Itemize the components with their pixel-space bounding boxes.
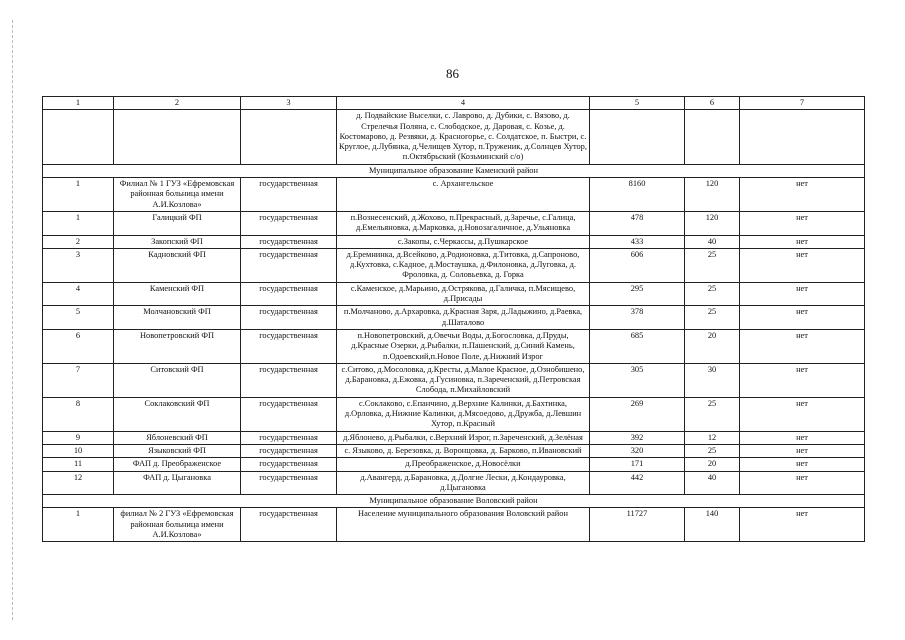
- population-cell: 478: [590, 211, 685, 235]
- facility-name-cell: ФАП д. Преображенское: [114, 458, 241, 471]
- capacity-cell: 140: [685, 508, 740, 542]
- status-cell: нет: [740, 458, 865, 471]
- table-row: [43, 235, 865, 248]
- section-title: Муниципальное образование Воловский район: [43, 495, 865, 508]
- population-cell: 295: [590, 282, 685, 306]
- row-number-cell: 10: [43, 444, 114, 457]
- status-cell: нет: [740, 444, 865, 457]
- population-cell: 11727: [590, 508, 685, 542]
- header-cell: 1: [43, 97, 114, 110]
- settlements-cell: п.Новопетровский, д.Овечьи Воды, д.Богословка, д.Пруды, д.Красные Озерки, д.Рыбалки, п.Пашенский, д.Синий Камень, п.Одоевский,п.Новое Поле, д.Нижний Изрог: [337, 329, 590, 363]
- facility-name-cell: [114, 110, 241, 164]
- capacity-cell: 20: [685, 458, 740, 471]
- row-number-cell: 5: [43, 306, 114, 330]
- ownership-cell: государственная: [241, 211, 337, 235]
- section-row: [43, 164, 865, 177]
- capacity-cell: 25: [685, 444, 740, 457]
- facility-name-cell: Закопский ФП: [114, 235, 241, 248]
- header-cell: 5: [590, 97, 685, 110]
- capacity-cell: 20: [685, 329, 740, 363]
- row-number-cell: [43, 110, 114, 164]
- population-cell: 320: [590, 444, 685, 457]
- facility-name-cell: Яблоневский ФП: [114, 431, 241, 444]
- table-row: [43, 458, 865, 471]
- row-number-cell: 1: [43, 178, 114, 212]
- capacity-cell: 12: [685, 431, 740, 444]
- population-cell: 685: [590, 329, 685, 363]
- status-cell: нет: [740, 282, 865, 306]
- settlements-cell: с. Языково, д. Березовка, д. Воронцовка, д. Барково, п.Ивановский: [337, 444, 590, 457]
- row-number-cell: 4: [43, 282, 114, 306]
- facility-name-cell: ФАП д. Цыгановка: [114, 471, 241, 495]
- header-cell: 4: [337, 97, 590, 110]
- table-row: [43, 248, 865, 282]
- settlements-cell: п.Молчаново, д.Архаровка, д.Красная Заря, д.Ладыжино, д.Раевка, д.Шаталово: [337, 306, 590, 330]
- status-cell: нет: [740, 431, 865, 444]
- table-row: [43, 282, 865, 306]
- table-row: [43, 397, 865, 431]
- ownership-cell: государственная: [241, 471, 337, 495]
- population-cell: 392: [590, 431, 685, 444]
- settlements-cell: д.Преображенское, д.Новосёлки: [337, 458, 590, 471]
- population-cell: 305: [590, 363, 685, 397]
- status-cell: нет: [740, 508, 865, 542]
- row-number-cell: 11: [43, 458, 114, 471]
- facility-name-cell: Кадновский ФП: [114, 248, 241, 282]
- settlements-cell: Население муниципального образования Воловский район: [337, 508, 590, 542]
- row-number-cell: 6: [43, 329, 114, 363]
- facility-name-cell: Ситовский ФП: [114, 363, 241, 397]
- facility-name-cell: Новопетровский ФП: [114, 329, 241, 363]
- population-cell: 378: [590, 306, 685, 330]
- capacity-cell: 25: [685, 248, 740, 282]
- table-row: [43, 471, 865, 495]
- row-number-cell: 1: [43, 508, 114, 542]
- facility-name-cell: Филиал № 1 ГУЗ «Ефремовская районная больница имени А.И.Козлова»: [114, 178, 241, 212]
- settlements-cell: с.Каменское, д.Марьино, д.Острякова, д.Галичка, п.Мясищево, д.Присады: [337, 282, 590, 306]
- capacity-cell: 25: [685, 282, 740, 306]
- ownership-cell: государственная: [241, 397, 337, 431]
- ownership-cell: государственная: [241, 363, 337, 397]
- facility-name-cell: Каменский ФП: [114, 282, 241, 306]
- table-row: [43, 363, 865, 397]
- table-row: [43, 211, 865, 235]
- status-cell: нет: [740, 363, 865, 397]
- row-number-cell: 2: [43, 235, 114, 248]
- status-cell: нет: [740, 248, 865, 282]
- row-number-cell: 7: [43, 363, 114, 397]
- settlements-cell: п.Вознесенский, д.Жохово, п.Прекрасный, д.Заречье, с.Галица, д.Емельяновка, д.Марковка, д.Новозагаличное, д.Ульяновка: [337, 211, 590, 235]
- ownership-cell: [241, 110, 337, 164]
- table-row: [43, 178, 865, 212]
- facilities-table: [42, 96, 865, 542]
- ownership-cell: государственная: [241, 248, 337, 282]
- ownership-cell: государственная: [241, 235, 337, 248]
- settlements-cell: д. Подвайские Выселки, с. Лаврово, д. Дубики, с. Вязово, д. Стрелечья Поляна, с. Слободское, д. Даровая, с. Козье, д. Костомарово, д. Резвяки, д. Красногорье, с. Солдатское, п. Быстри, с. Круглое, д.Лубянка, д.Челищев Хутор, п.Труженик, д.Солнцев Хутор, п.Октябрьский (Козьминский с/о): [337, 110, 590, 164]
- capacity-cell: 25: [685, 306, 740, 330]
- table-row: [43, 306, 865, 330]
- row-number-cell: 12: [43, 471, 114, 495]
- ownership-cell: государственная: [241, 458, 337, 471]
- table-row: [43, 110, 865, 164]
- population-cell: [590, 110, 685, 164]
- table-header-row: [43, 97, 865, 110]
- status-cell: нет: [740, 329, 865, 363]
- header-cell: 6: [685, 97, 740, 110]
- capacity-cell: [685, 110, 740, 164]
- facility-name-cell: Языковский ФП: [114, 444, 241, 457]
- population-cell: 8160: [590, 178, 685, 212]
- ownership-cell: государственная: [241, 178, 337, 212]
- table-row: [43, 508, 865, 542]
- settlements-cell: с.Соклаково, с.Епанчино, д.Верхние Калинки, д.Бахтинка, д.Орловка, д.Нижние Калинки, д.Мясоедово, д.Дружба, д.Левшин Хутор, п.Красный: [337, 397, 590, 431]
- row-number-cell: 9: [43, 431, 114, 444]
- settlements-cell: д.Авангерд, д.Барановка, д.Долгие Лески, д.Кондауровка, д.Цыгановка: [337, 471, 590, 495]
- settlements-cell: с. Архангельское: [337, 178, 590, 212]
- facility-name-cell: филиал № 2 ГУЗ «Ефремовская районная больница имени А.И.Козлова»: [114, 508, 241, 542]
- capacity-cell: 120: [685, 178, 740, 212]
- row-number-cell: 8: [43, 397, 114, 431]
- section-row: [43, 495, 865, 508]
- population-cell: 606: [590, 248, 685, 282]
- ownership-cell: государственная: [241, 306, 337, 330]
- table-row: [43, 329, 865, 363]
- population-cell: 171: [590, 458, 685, 471]
- status-cell: нет: [740, 471, 865, 495]
- section-title: Муниципальное образование Каменский район: [43, 164, 865, 177]
- page-number: 86: [446, 66, 459, 81]
- population-cell: 442: [590, 471, 685, 495]
- binding-margin-line: [12, 20, 13, 620]
- ownership-cell: государственная: [241, 282, 337, 306]
- status-cell: нет: [740, 211, 865, 235]
- status-cell: нет: [740, 178, 865, 212]
- status-cell: [740, 110, 865, 164]
- capacity-cell: 120: [685, 211, 740, 235]
- row-number-cell: 3: [43, 248, 114, 282]
- table-row: [43, 444, 865, 457]
- header-cell: 2: [114, 97, 241, 110]
- population-cell: 433: [590, 235, 685, 248]
- ownership-cell: государственная: [241, 444, 337, 457]
- capacity-cell: 25: [685, 397, 740, 431]
- facility-name-cell: Молчановский ФП: [114, 306, 241, 330]
- header-cell: 7: [740, 97, 865, 110]
- table-row: [43, 431, 865, 444]
- status-cell: нет: [740, 306, 865, 330]
- facility-name-cell: Соклаковский ФП: [114, 397, 241, 431]
- settlements-cell: с.Закопы, с.Черкассы, д.Пушкарское: [337, 235, 590, 248]
- status-cell: нет: [740, 235, 865, 248]
- settlements-cell: с.Ситово, д.Мосоловка, д.Кресты, д.Малое Красное, д.Ознобишено, д.Барановка, д.Ежовка, д.Гусиновка, п.Зареченский, д.Петровская Слобода, п.Михайловский: [337, 363, 590, 397]
- header-cell: 3: [241, 97, 337, 110]
- capacity-cell: 40: [685, 471, 740, 495]
- row-number-cell: 1: [43, 211, 114, 235]
- population-cell: 269: [590, 397, 685, 431]
- settlements-cell: д.Еремнинка, д.Всейково, д.Родионовка, д.Титовка, д.Сапроново, д.Кухтовка, с.Кадное, д.Мостаушка, д.Филоновка, д.Луговка, д. Фроловка, д. Соловьевка, д. Горка: [337, 248, 590, 282]
- ownership-cell: государственная: [241, 329, 337, 363]
- status-cell: нет: [740, 397, 865, 431]
- facility-name-cell: Галицкий ФП: [114, 211, 241, 235]
- capacity-cell: 40: [685, 235, 740, 248]
- capacity-cell: 30: [685, 363, 740, 397]
- ownership-cell: государственная: [241, 508, 337, 542]
- ownership-cell: государственная: [241, 431, 337, 444]
- settlements-cell: д.Яблонево, д.Рыбалки, с.Верхний Изрог, п.Зареченский, д.Зелёная: [337, 431, 590, 444]
